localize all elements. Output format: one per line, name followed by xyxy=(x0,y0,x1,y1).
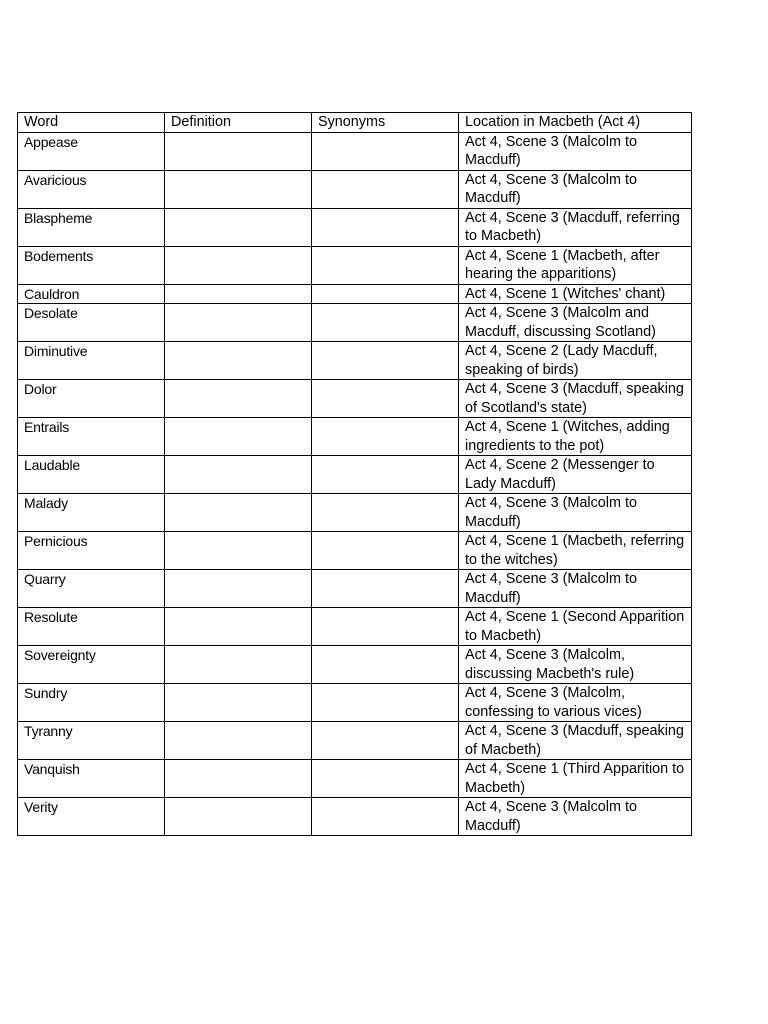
definition-cell xyxy=(165,342,312,380)
location-cell: Act 4, Scene 1 (Macbeth, after hearing the apparitions) xyxy=(459,246,692,284)
location-cell: Act 4, Scene 3 (Malcolm to Macduff) xyxy=(459,132,692,170)
table-row xyxy=(18,494,692,532)
location-cell: Act 4, Scene 1 (Second Apparition to Macbeth) xyxy=(459,608,692,646)
synonyms-cell xyxy=(312,132,459,170)
definition-cell xyxy=(165,760,312,798)
word-cell: Pernicious xyxy=(18,532,165,570)
word-cell: Sundry xyxy=(18,684,165,722)
definition-cell xyxy=(165,208,312,246)
table-row xyxy=(18,684,692,722)
word-cell: Avaricious xyxy=(18,170,165,208)
word-cell: Quarry xyxy=(18,570,165,608)
synonyms-cell xyxy=(312,608,459,646)
synonyms-cell xyxy=(312,532,459,570)
table-header xyxy=(18,113,692,133)
table-row xyxy=(18,304,692,342)
definition-cell xyxy=(165,722,312,760)
location-cell: Act 4, Scene 3 (Macduff, speaking of Scotland's state) xyxy=(459,380,692,418)
word-cell: Dolor xyxy=(18,380,165,418)
definition-cell xyxy=(165,684,312,722)
location-cell: Act 4, Scene 3 (Malcolm to Macduff) xyxy=(459,494,692,532)
table-row xyxy=(18,456,692,494)
word-cell: Desolate xyxy=(18,304,165,342)
word-cell: Sovereignty xyxy=(18,646,165,684)
synonyms-cell xyxy=(312,418,459,456)
location-cell: Act 4, Scene 3 (Macduff, referring to Macbeth) xyxy=(459,208,692,246)
word-cell: Laudable xyxy=(18,456,165,494)
table-row xyxy=(18,246,692,284)
definition-cell xyxy=(165,284,312,304)
word-cell: Entrails xyxy=(18,418,165,456)
table-row xyxy=(18,132,692,170)
location-cell: Act 4, Scene 2 (Messenger to Lady Macduff) xyxy=(459,456,692,494)
definition-cell xyxy=(165,798,312,836)
word-cell: Verity xyxy=(18,798,165,836)
synonyms-cell xyxy=(312,246,459,284)
definition-cell xyxy=(165,170,312,208)
definition-cell xyxy=(165,456,312,494)
table-row xyxy=(18,760,692,798)
definition-cell xyxy=(165,418,312,456)
synonyms-cell xyxy=(312,570,459,608)
location-cell: Act 4, Scene 2 (Lady Macduff, speaking of birds) xyxy=(459,342,692,380)
word-cell: Malady xyxy=(18,494,165,532)
table-row xyxy=(18,418,692,456)
word-cell: Bodements xyxy=(18,246,165,284)
location-cell: Act 4, Scene 3 (Malcolm, discussing Macbeth's rule) xyxy=(459,646,692,684)
word-cell: Appease xyxy=(18,132,165,170)
definition-cell xyxy=(165,532,312,570)
synonyms-cell xyxy=(312,456,459,494)
word-cell: Blaspheme xyxy=(18,208,165,246)
table-row xyxy=(18,798,692,836)
synonyms-cell xyxy=(312,342,459,380)
table-row xyxy=(18,608,692,646)
table-row xyxy=(18,532,692,570)
word-cell: Resolute xyxy=(18,608,165,646)
table-row xyxy=(18,208,692,246)
definition-cell xyxy=(165,494,312,532)
header-word: Word xyxy=(18,113,165,133)
definition-cell xyxy=(165,304,312,342)
definition-cell xyxy=(165,246,312,284)
table-row xyxy=(18,380,692,418)
synonyms-cell xyxy=(312,684,459,722)
definition-cell xyxy=(165,646,312,684)
synonyms-cell xyxy=(312,380,459,418)
synonyms-cell xyxy=(312,208,459,246)
synonyms-cell xyxy=(312,646,459,684)
synonyms-cell xyxy=(312,494,459,532)
location-cell: Act 4, Scene 3 (Malcolm, confessing to various vices) xyxy=(459,684,692,722)
word-cell: Tyranny xyxy=(18,722,165,760)
definition-cell xyxy=(165,608,312,646)
location-cell: Act 4, Scene 3 (Malcolm and Macduff, discussing Scotland) xyxy=(459,304,692,342)
synonyms-cell xyxy=(312,170,459,208)
location-cell: Act 4, Scene 1 (Witches' chant) xyxy=(459,284,692,304)
location-cell: Act 4, Scene 1 (Third Apparition to Macbeth) xyxy=(459,760,692,798)
vocabulary-table xyxy=(17,112,692,836)
definition-cell xyxy=(165,380,312,418)
synonyms-cell xyxy=(312,798,459,836)
header-location: Location in Macbeth (Act 4) xyxy=(459,113,692,133)
synonyms-cell xyxy=(312,722,459,760)
location-cell: Act 4, Scene 3 (Malcolm to Macduff) xyxy=(459,798,692,836)
location-cell: Act 4, Scene 3 (Macduff, speaking of Macbeth) xyxy=(459,722,692,760)
synonyms-cell xyxy=(312,304,459,342)
header-synonyms: Synonyms xyxy=(312,113,459,133)
location-cell: Act 4, Scene 1 (Witches, adding ingredients to the pot) xyxy=(459,418,692,456)
header-definition: Definition xyxy=(165,113,312,133)
synonyms-cell xyxy=(312,760,459,798)
table-row xyxy=(18,342,692,380)
table-row xyxy=(18,722,692,760)
location-cell: Act 4, Scene 3 (Malcolm to Macduff) xyxy=(459,170,692,208)
table-row xyxy=(18,284,692,304)
table-body xyxy=(18,132,692,836)
word-cell: Vanquish xyxy=(18,760,165,798)
synonyms-cell xyxy=(312,284,459,304)
header-row xyxy=(18,113,692,133)
word-cell: Diminutive xyxy=(18,342,165,380)
table-row xyxy=(18,646,692,684)
definition-cell xyxy=(165,570,312,608)
table-row xyxy=(18,170,692,208)
location-cell: Act 4, Scene 1 (Macbeth, referring to the witches) xyxy=(459,532,692,570)
word-cell: Cauldron xyxy=(18,284,165,304)
definition-cell xyxy=(165,132,312,170)
table-row xyxy=(18,570,692,608)
location-cell: Act 4, Scene 3 (Malcolm to Macduff) xyxy=(459,570,692,608)
